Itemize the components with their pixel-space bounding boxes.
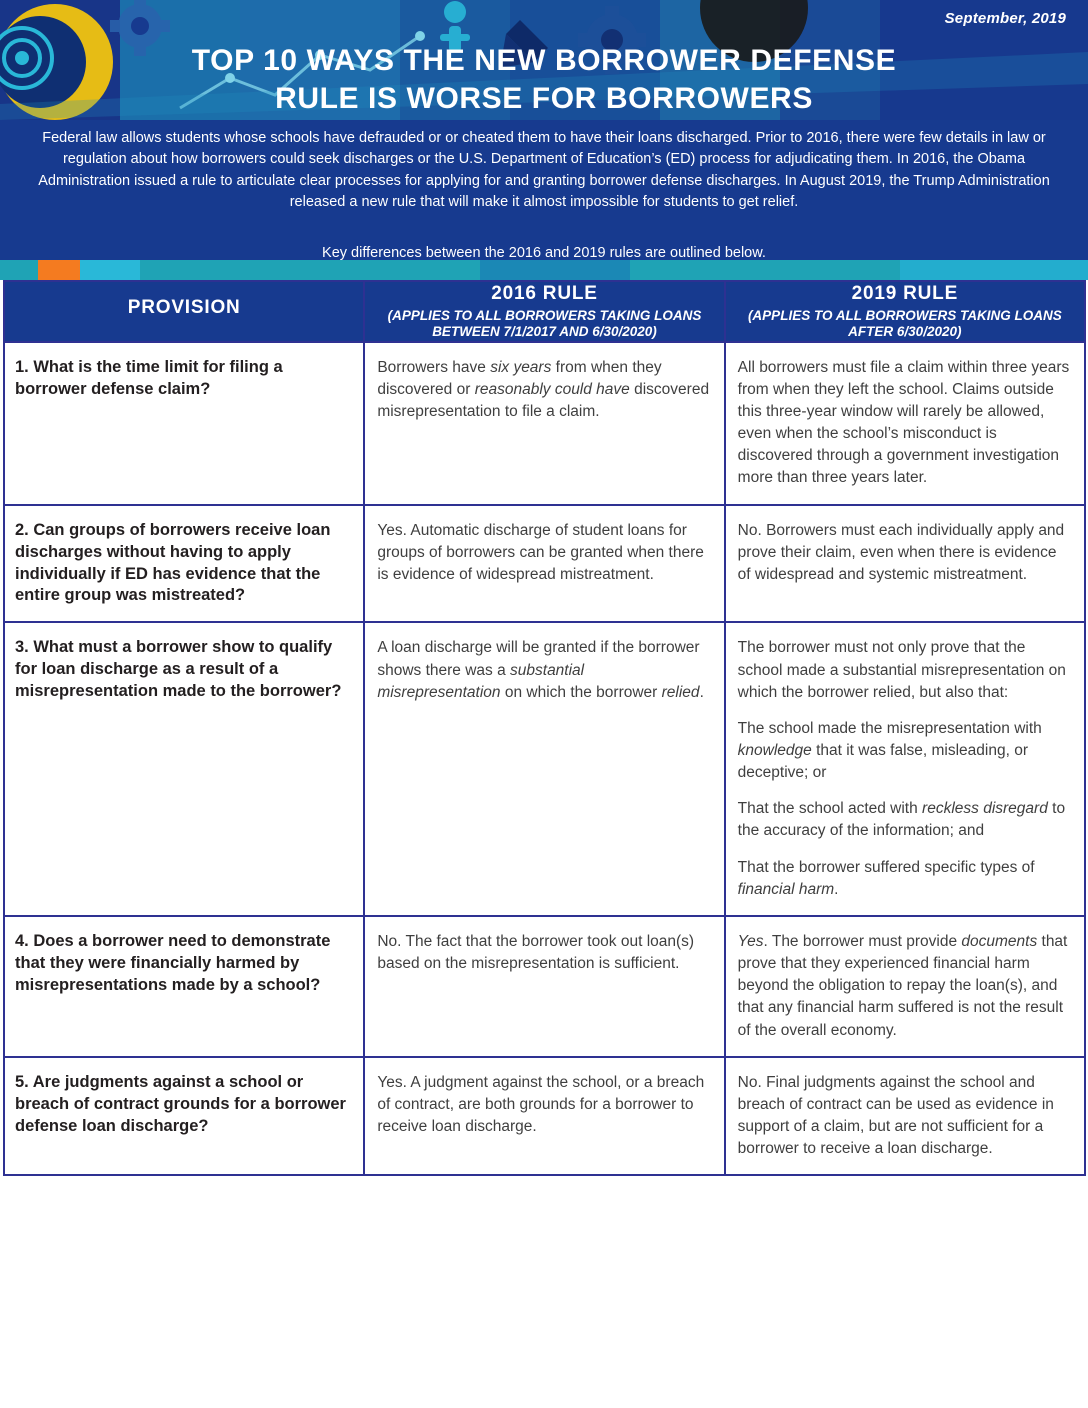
table-body (4, 342, 1085, 1176)
table-header-row (4, 281, 1085, 342)
document-header (0, 0, 1088, 280)
table-row (4, 505, 1085, 623)
column-header-2019-sublabel: (APPLIES TO ALL BORROWERS TAKING LOANS AFTER 6/30/2020) (747, 307, 1062, 340)
row-rule-2016: Yes. Automatic discharge of student loans for groups of borrowers can be granted when there is evidence of widespread mistreatment. (364, 505, 724, 623)
row-rule-2019: No. Final judgments against the school and breach of contract can be used as evidence in support of a claim, but are not sufficient for a borrower to receive a loan discharge. (725, 1057, 1085, 1176)
row-provision: 5. Are judgments against a school or breach of contract grounds for a borrower defense loan discharge? (4, 1057, 364, 1176)
row-rule-2016: No. The fact that the borrower took out loan(s) based on the misrepresentation is sufficient. (364, 916, 724, 1057)
comparison-table (3, 280, 1086, 1176)
column-header-2019-label: 2019 RULE (851, 283, 959, 304)
column-header-provision-label: PROVISION (127, 297, 241, 318)
table-row (4, 916, 1085, 1057)
row-rule-2019: The borrower must not only prove that the school made a substantial misrepresentation on which the borrower relied, but also that: The school made the misrepresentation with knowledge that it was false, misleading, or deceptive; or That the school acted with reckless disregard to the accuracy of the information; and That the borrower suffered specific types of financial harm. (725, 622, 1085, 916)
column-header-2019 (725, 281, 1085, 342)
column-header-provision (4, 281, 364, 342)
page-title-line2: RULE IS WORSE FOR BORROWERS (275, 82, 813, 116)
row-provision: 3. What must a borrower show to qualify for loan discharge as a result of a misrepresentation made to the borrower? (4, 622, 364, 916)
row-rule-2019: No. Borrowers must each individually apply and prove their claim, even when there is evidence of widespread and systemic mistreatment. (725, 505, 1085, 623)
row-provision: 1. What is the time limit for filing a borrower defense claim? (4, 342, 364, 505)
row-rule-2016: Borrowers have six years from when they discovered or reasonably could have discovered misrepresentation to file a claim. (364, 342, 724, 505)
table-row (4, 622, 1085, 916)
row-provision: 4. Does a borrower need to demonstrate that they were financially harmed by misrepresentations made by a school? (4, 916, 364, 1057)
row-rule-2019: All borrowers must file a claim within three years from when they left the school. Claims outside this three-year window will rarely be allowed, even when the school’s misconduct is discovered through a government investigation more than three years later. (725, 342, 1085, 505)
page-title-line1: TOP 10 WAYS THE NEW BORROWER DEFENSE (191, 44, 897, 77)
intro-note: Key differences between the 2016 and 2019 rules are outlined below. (322, 245, 766, 261)
table-row (4, 1057, 1085, 1176)
table-row (4, 342, 1085, 505)
column-header-2016-sublabel: (APPLIES TO ALL BORROWERS TAKING LOANS BETWEEN 7/1/2017 AND 6/30/2020) (387, 307, 702, 340)
row-rule-2016: A loan discharge will be granted if the borrower shows there was a substantial misrepresentation on which the borrower relied. (364, 622, 724, 916)
intro-paragraph: Federal law allows students whose schools have defrauded or or cheated them to have their loans discharged. Prior to 2016, there were few details in law or regulation about how borrowers could seek discharges or the U.S. Department of Education’s (ED) process for adjudicating them. In 2016, the Obama Administration issued a rule to articulate clear processes for applying for and granting borrower defense discharges. In August 2019, the Trump Administration released a new rule that will make it almost impossible for students to get relief. (38, 130, 1050, 210)
column-header-2016 (364, 281, 724, 342)
page-title (0, 42, 1088, 119)
publication-date: September, 2019 (944, 10, 1066, 27)
row-provision: 2. Can groups of borrowers receive loan discharges without having to apply individually if ED has evidence that the entire group was mistreated? (4, 505, 364, 623)
row-rule-2019: Yes. The borrower must provide documents that prove that they experienced financial harm beyond the obligation to repay the loan(s), and that any financial harm suffered is not the result of the overall economy. (725, 916, 1085, 1057)
row-rule-2016: Yes. A judgment against the school, or a breach of contract, are both grounds for a borrower to receive loan discharge. (364, 1057, 724, 1176)
column-header-2016-label: 2016 RULE (491, 283, 598, 304)
